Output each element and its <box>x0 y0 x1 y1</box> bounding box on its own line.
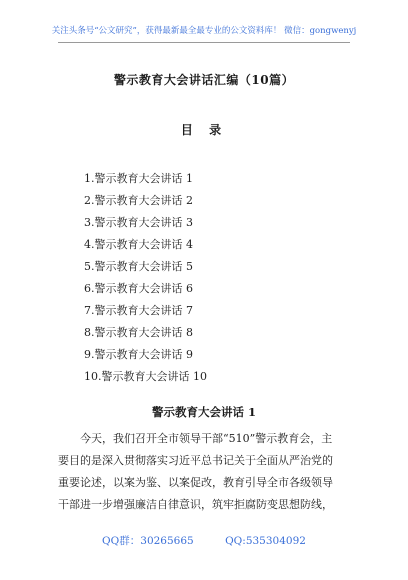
paragraph-line: 要目的是深入贯彻落实习近平总书记关于全面从严治党的 <box>58 454 333 467</box>
toc-item[interactable]: 6.警示教育大会讲话 6 <box>84 282 193 295</box>
header-divider <box>58 42 350 43</box>
toc-item[interactable]: 1.警示教育大会讲话 1 <box>84 172 193 185</box>
section-title: 警示教育大会讲话 1 <box>151 405 256 419</box>
toc-item[interactable]: 9.警示教育大会讲话 9 <box>84 348 193 361</box>
qq-contact-number: QQ:535304092 <box>225 535 306 547</box>
paragraph-line: 重要论述，以案为鉴、以案促改，教育引导全市各级领导 <box>58 476 333 489</box>
toc-item[interactable]: 4.警示教育大会讲话 4 <box>84 238 193 251</box>
toc-item[interactable]: 10.警示教育大会讲话 10 <box>84 370 207 383</box>
table-of-contents <box>84 168 207 388</box>
paragraph-line: 干部进一步增强廉洁自律意识，筑牢拒腐防变思想防线， <box>58 498 333 511</box>
toc-item[interactable]: 7.警示教育大会讲话 7 <box>84 304 193 317</box>
toc-item[interactable]: 5.警示教育大会讲话 5 <box>84 260 193 273</box>
page-header-promo: 关注头条号“公文研究”，获得最新最全最专业的公文资料库！ 微信：gongwenyj <box>51 26 357 36</box>
paragraph-line: 今天，我们召开全市领导干部“510”警示教育会，主 <box>80 432 333 445</box>
toc-item[interactable]: 3.警示教育大会讲话 3 <box>84 216 193 229</box>
document-title: 警示教育大会讲话汇编（10篇） <box>113 73 295 87</box>
body-paragraph <box>58 428 352 516</box>
toc-item[interactable]: 2.警示教育大会讲话 2 <box>84 194 193 207</box>
toc-heading: 目 录 <box>180 123 228 137</box>
qq-group-number: QQ群：30265665 <box>102 535 194 547</box>
toc-item[interactable]: 8.警示教育大会讲话 8 <box>84 326 193 339</box>
page-footer <box>0 533 408 548</box>
